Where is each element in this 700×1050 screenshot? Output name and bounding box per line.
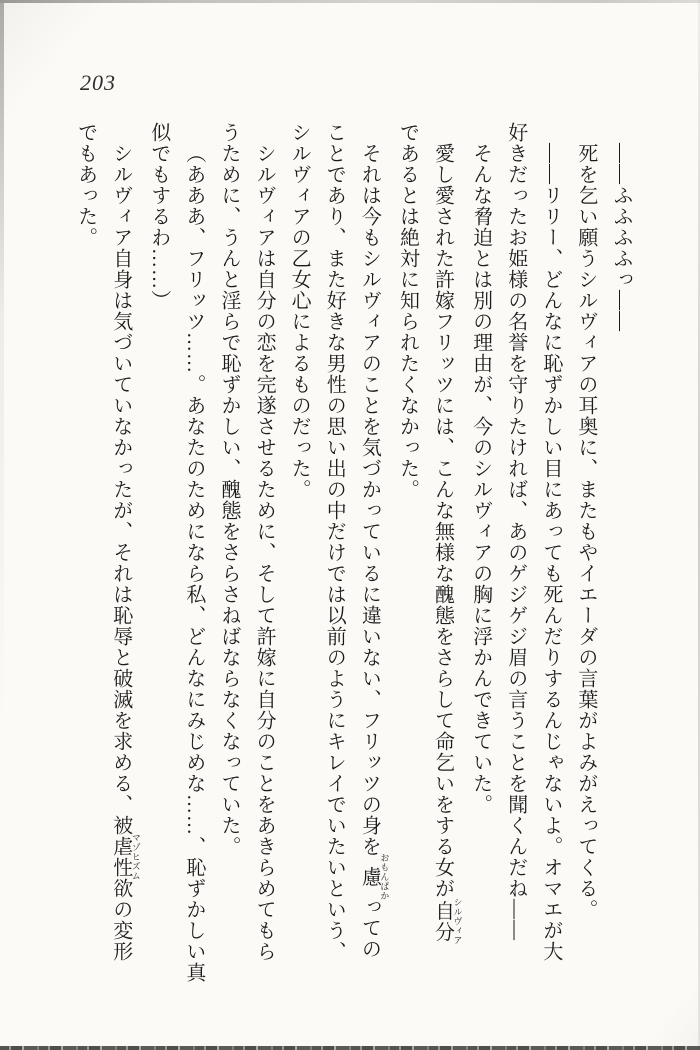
text-column: シルヴィアの乙女心によるものだった。	[288, 122, 311, 500]
furigana-ruby: 慮 おもんぱか	[358, 853, 390, 901]
furigana-ruby: 自分 シルヴィア	[431, 897, 463, 946]
scan-edge-left	[0, 0, 4, 1050]
scan-edge-bottom	[0, 1046, 700, 1050]
vertical-text-block	[68, 122, 639, 983]
text-column: でもあった。	[74, 122, 97, 248]
text-column: （あああ、フリッツ……。あなたのためになら私、どんなにみじめな……、恥ずかしい真	[182, 143, 205, 983]
text-column: ことであり、また好きな男性の思い出の中だけでは以前のようにキレイでいたいという、	[323, 122, 346, 962]
text-column: そんな脅迫とは別の理由が、今のシルヴィアの胸に浮かんできていた。	[469, 143, 492, 815]
text-column: ――リリー、どんなに恥ずかしい目にあっても死んだりするんじゃないよ。オマエが大	[539, 143, 562, 962]
text-column: 好きだったお姫様の名誉を守りたければ、あのゲジゲジ眉の言うことを聞くんだね――	[504, 122, 527, 941]
text-column: 似でもするわ……）	[147, 122, 170, 311]
furigana-ruby: 被虐性欲 マゾヒズム	[109, 815, 141, 899]
text-column: であるとは絶対に知られたくなかった。	[396, 122, 419, 500]
text-column: ――ふふふふっ――	[610, 143, 632, 332]
text-column: それは今もシルヴィアのことを気づかっているに違いない、フリッツの身を慮 おもんぱかっての	[358, 143, 390, 960]
text-column: シルヴィアは自分の恋を完遂させるために、そして許嫁に自分のことをあきらめてもら	[253, 143, 276, 962]
text-column: 愛し愛された許嫁フリッツには、こんな無様な醜態をさらして命乞いをする女が自分 シルヴィア	[431, 143, 463, 946]
page-number: 203	[80, 70, 116, 95]
scan-edge-top	[0, 0, 700, 3]
text-column: 死を乞い願うシルヴィアの耳奥に、またもやイエーダの言葉がよみがえってくる。	[574, 143, 597, 920]
text-column: シルヴィア自身は気づいていなかったが、それは恥辱と破滅を求める、被虐性欲 マゾヒズムの変形	[109, 143, 141, 962]
text-column: うために、うんと淫らで恥ずかしい、醜態をさらさねばならなくなっていた。	[217, 122, 240, 857]
